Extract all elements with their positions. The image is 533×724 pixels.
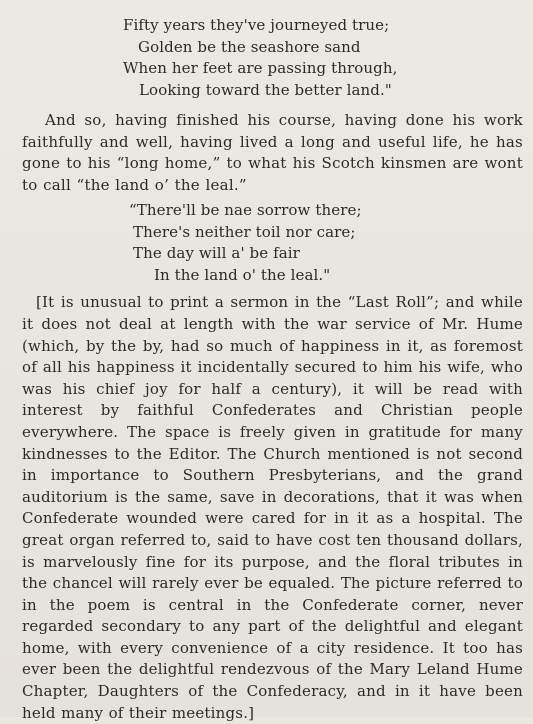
poem-line: There's neither toil nor care; — [133, 222, 356, 241]
poem-stanza-1 — [123, 15, 523, 101]
body-paragraph-1: And so, having finished his course, having done his work faithfully and well, having lived a long and useful life, he has gone to his “long home,” to what his Scotch kinsmen are wont to call “the land o’ the leal.” — [22, 111, 523, 194]
editor-note-paragraph: [It is unusual to print a sermon in the “Last Roll”; and while it does not deal at length with the war service of Mr. Hume (which, by the by, had so much of happiness in it, as foremost of all his happiness it incidentally secured to him his wife, who was his chief joy for half a century), it will be read with interest by faithful Confederates and Christian people everywhere. The space is freely given in gratitude for many kindnesses to the Editor. The Church mentioned is not second in importance to Southern Presbyterians, and the grand auditorium is the same, save in decorations, that it was when Confederate wounded were cared for in it as a hospital. The great organ referred to, said to have cost ten thousand dollars, is marvelously fine for its purpose, and the floral tributes in the chancel will rarely ever be equaled. The picture referred to in the poem is central in the Confederate corner, never regarded secondary to any part of the delightful and elegant home, with every convenience of a city residence. It too has ever been the delightful rendezvous of the Mary Leland Hume Chapter, Daughters of the Confederacy, and in it have been held many of their meetings.] — [22, 293, 523, 722]
poem-stanza-2 — [129, 200, 523, 286]
poem-line: When her feet are passing through, — [123, 59, 398, 77]
poem-line: Fifty years they've journeyed true; — [123, 16, 390, 34]
poem-line: Golden be the seashore sand — [138, 37, 361, 56]
poem-line: In the land o' the leal." — [154, 265, 331, 284]
poem-line: Looking toward the better land." — [139, 80, 392, 99]
poem-line: The day will a' be fair — [133, 244, 300, 263]
poem-line: “There'll be nae sorrow there; — [129, 201, 362, 220]
